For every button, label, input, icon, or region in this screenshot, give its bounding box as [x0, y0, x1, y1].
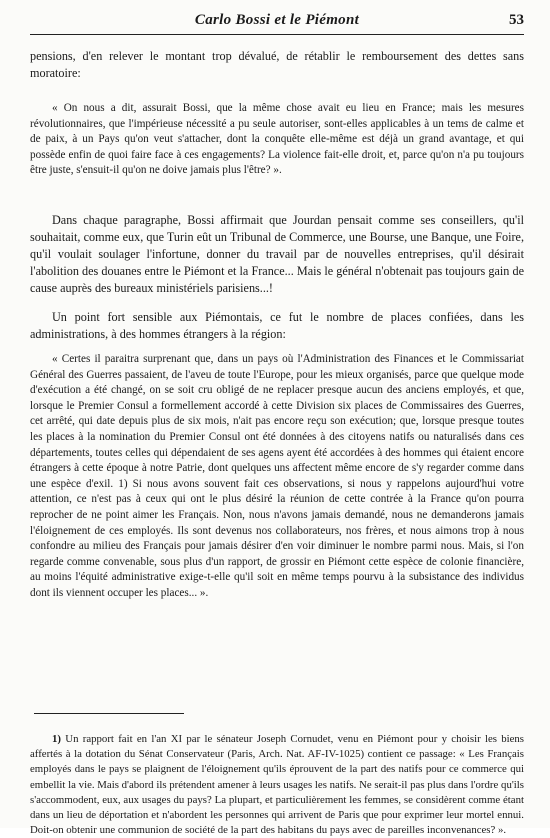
footnote-text: Un rapport fait en l'an XI par le sénateur Joseph Cornudet, venu en Piémont pour y choisir les biens affertés à la dotation du Sénat Conservateur (Paris, Arch. Nat. AF-IV-1025) contient ce passage: « Les Français employés dans le pays se plaignent de l'éloignement qu'ils éprouvent de la part des natifs pour ce commerce qui embellit la vie. Mais d'abord ils prétendent amener à leurs usages les natifs. Ne serait-il pas plus dans l'ordre qu'ils s'accommodent, eux, aux usages du pays? La plupart, et particulièrement les femmes, se considèrent comme étant dans un lieu de déportation et n'abordent les personnes qui arrivent de Paris que pour exprimer leur mortel ennui. Doit-on obtenir une communion de société de la part des habitans du pays avec de pareilles inconvenances? ».: [30, 733, 524, 837]
paragraph-jourdan: [30, 212, 524, 297]
paragraph-continuation: [30, 48, 524, 82]
paragraph-places: [30, 309, 524, 343]
footnote-rule: [34, 713, 184, 714]
page-header: [30, 12, 524, 34]
page-number: 53: [509, 12, 524, 28]
running-title: Carlo Bossi et le Piémont: [194, 12, 360, 28]
quotation-text: « Certes il paraitra surprenant que, dans un pays où l'Administration des Finances et le Commissariat Général des Guerres passaient, de l'aveu de toute l'Europe, pour les mieux organisés, parce que quelque mode d'exécution a été changé, on se soit cru obligé de ne replacer presque aucun des anciens employés, et que, lorsque le Premier Consul a formellement accordé à cette Division six places de Commissaires des Guerres, cet arrêté, qui date depuis plus de six mois, n'ait pas encore reçu son exécution; que, lorsque presque toutes les places à la nomination du Premier Consul ont été données à des citoyens natifs ou naturalisés dans ces départements, toutes celles qui dépendaient de ses agens ayent été accordées à des hommes qui étaient encore étrangers à cette époque à notre Patrie, dont quelques uns affectent même encore de s'y regarder comme dans une espèce d'exil. 1) Si nous avons souvent fait ces observations, si nous y rappelons aujourd'hui votre attention, ce n'est pas à ceux qui ont le plus désiré la réunion de cette contrée à la France qu'on pourra reprocher de ne point aimer les Français. Non, nous n'avons jamais demandé, nous ne demanderons jamais l'éloignement de ces employés. Ils sont devenus nos collaborateurs, nos frères, et nous aimons trop à nous confondre au milieu des Français pour jamais désirer d'en voir diminuer le nombre parmi nous. Mais, si l'on regarde comme convenable, sous plus d'un rapport, de grossir en Piémont cette espèce de colonie financière, au moins l'équité administrative exige-t-elle qu'il soit en même temps pourvu à la subsistance des individus dont ils viennent occuper les places... ».: [30, 353, 524, 599]
quotation-block-2: [30, 352, 524, 602]
footnote-marker: 1): [52, 733, 61, 745]
quotation-block-1: [30, 101, 524, 179]
paragraph-text: Dans chaque paragraphe, Bossi affirmait que Jourdan pensait comme ses conseillers, qu'il souhaitait, comme eux, que Turin eût un Tribunal de Commerce, une Bourse, une Banque, une Foire, qu'il voulait soulager l'infortune, donner du travail par de nouvelles entreprises, qu'il désirait l'abolition des douanes entre le Piémont et la France... Mais le général n'obtenait pas toujours gain de cause auprès des bureaux ministériels parisiens...!: [30, 213, 524, 295]
footnote: [30, 732, 524, 838]
paragraph-text: Un point fort sensible aux Piémontais, ce fut le nombre de places confiées, dans les administrations, à des hommes étrangers à la région:: [30, 310, 524, 341]
quotation-text: « On nous a dit, assurait Bossi, que la même chose avait eu lieu en France; mais les mesures révolutionnaires, que l'impérieuse nécessité a pu seule autoriser, sont-elles applicables à un tems de calme et de paix, à un Pays qu'on veut s'attacher, dont la conquête elle-même est déjà un grand avantage, et qui possède enfin de quoi faire face à ces engagements? La violence fait-elle droit, et, parce qu'on n'a pu toujours être juste, s'ensuit-il qu'on ne doive jamais plus l'être? ».: [30, 102, 524, 177]
header-rule: [30, 34, 524, 35]
paragraph-text: pensions, d'en relever le montant trop dévalué, de rétablir le remboursement des dettes sans moratoire:: [30, 49, 524, 80]
